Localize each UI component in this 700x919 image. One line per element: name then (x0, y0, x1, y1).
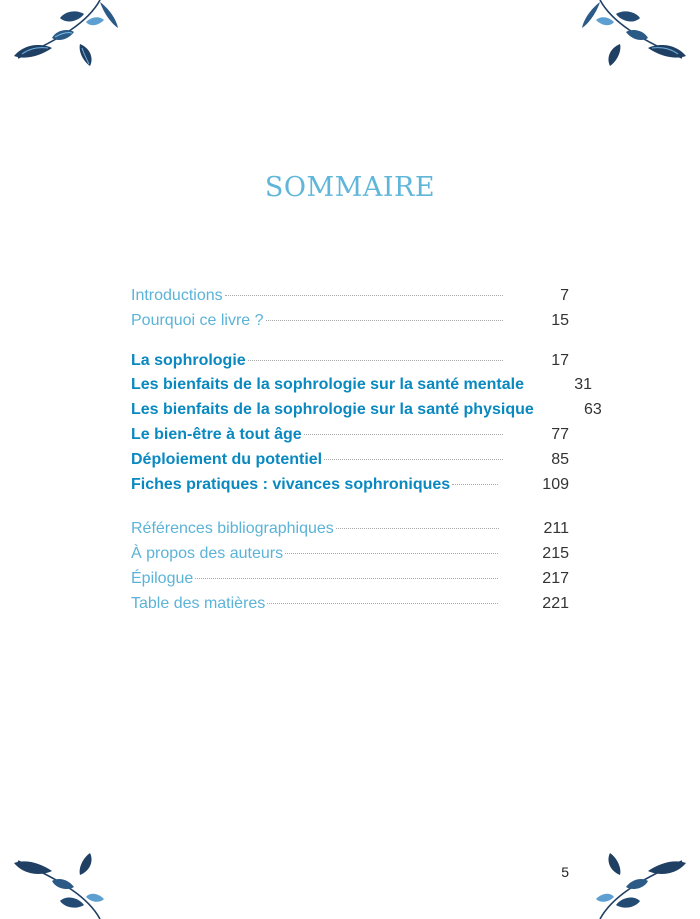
toc-entry-label: Table des matières (131, 594, 266, 612)
leaf-ornament-bottom-left (0, 851, 120, 919)
toc-entry[interactable] (131, 398, 602, 423)
toc-entry-page: 215 (542, 545, 569, 563)
toc-entry[interactable] (131, 473, 569, 498)
toc-entry-label: À propos des auteurs (131, 545, 284, 563)
toc-entry-page: 217 (542, 569, 569, 587)
toc-entry-label: La sophrologie (131, 351, 246, 369)
toc-entry[interactable] (131, 448, 569, 473)
toc-entry-page: 63 (583, 401, 602, 419)
toc-entry-label: Pourquoi ce livre ? (131, 311, 264, 329)
toc-section-back-matter (131, 517, 569, 616)
toc-entry-page: 221 (542, 594, 569, 612)
toc-entry[interactable] (131, 567, 569, 592)
toc-entry-page: 85 (551, 450, 569, 468)
toc-entry-page: 31 (574, 376, 592, 394)
toc-entry-page: 109 (542, 475, 569, 493)
toc-entry[interactable] (131, 373, 592, 398)
leaf-ornament-top-right (580, 0, 700, 68)
toc-entry-label: Références bibliographiques (131, 520, 334, 538)
toc-entry[interactable] (131, 517, 569, 542)
dot-leader (324, 459, 503, 460)
dot-leader (304, 434, 503, 435)
toc-entry-label: Introductions (131, 287, 223, 304)
toc-entry-page: 211 (543, 520, 569, 538)
toc-entry-label: Fiches pratiques : vivances sophroniques (131, 475, 451, 493)
table-of-contents (131, 284, 602, 617)
toc-section-chapters (131, 349, 602, 498)
toc-section-front-matter (131, 284, 569, 334)
toc-entry[interactable] (131, 284, 569, 309)
page-title: SOMMAIRE (264, 172, 436, 203)
toc-entry-page: 77 (551, 425, 569, 443)
toc-entry[interactable] (131, 592, 569, 617)
toc-entry-label: Déploiement du potentiel (131, 450, 323, 468)
toc-entry-page: 17 (551, 351, 569, 369)
dot-leader (248, 360, 503, 361)
page-number: 5 (561, 864, 569, 880)
dot-leader (267, 603, 498, 604)
toc-entry[interactable] (131, 542, 569, 567)
dot-leader (266, 320, 503, 321)
toc-entry[interactable] (131, 349, 569, 374)
toc-entry-label: Le bien-être à tout âge (131, 425, 302, 443)
leaf-ornament-bottom-right (580, 851, 700, 919)
toc-entry[interactable] (131, 423, 569, 448)
dot-leader (452, 484, 498, 485)
dot-leader (285, 553, 498, 554)
toc-entry-label: Les bienfaits de la sophrologie sur la santé mentale (131, 376, 524, 394)
toc-entry[interactable] (131, 309, 569, 334)
toc-entry-page: 15 (551, 311, 569, 329)
toc-entry-label: Les bienfaits de la sophrologie sur la santé physique (131, 401, 534, 419)
dot-leader (336, 528, 500, 529)
dot-leader (195, 578, 498, 579)
dot-leader (225, 295, 503, 296)
toc-entry-label: Épilogue (131, 569, 194, 587)
toc-entry-page: 7 (560, 287, 569, 304)
leaf-ornament-top-left (0, 0, 120, 68)
